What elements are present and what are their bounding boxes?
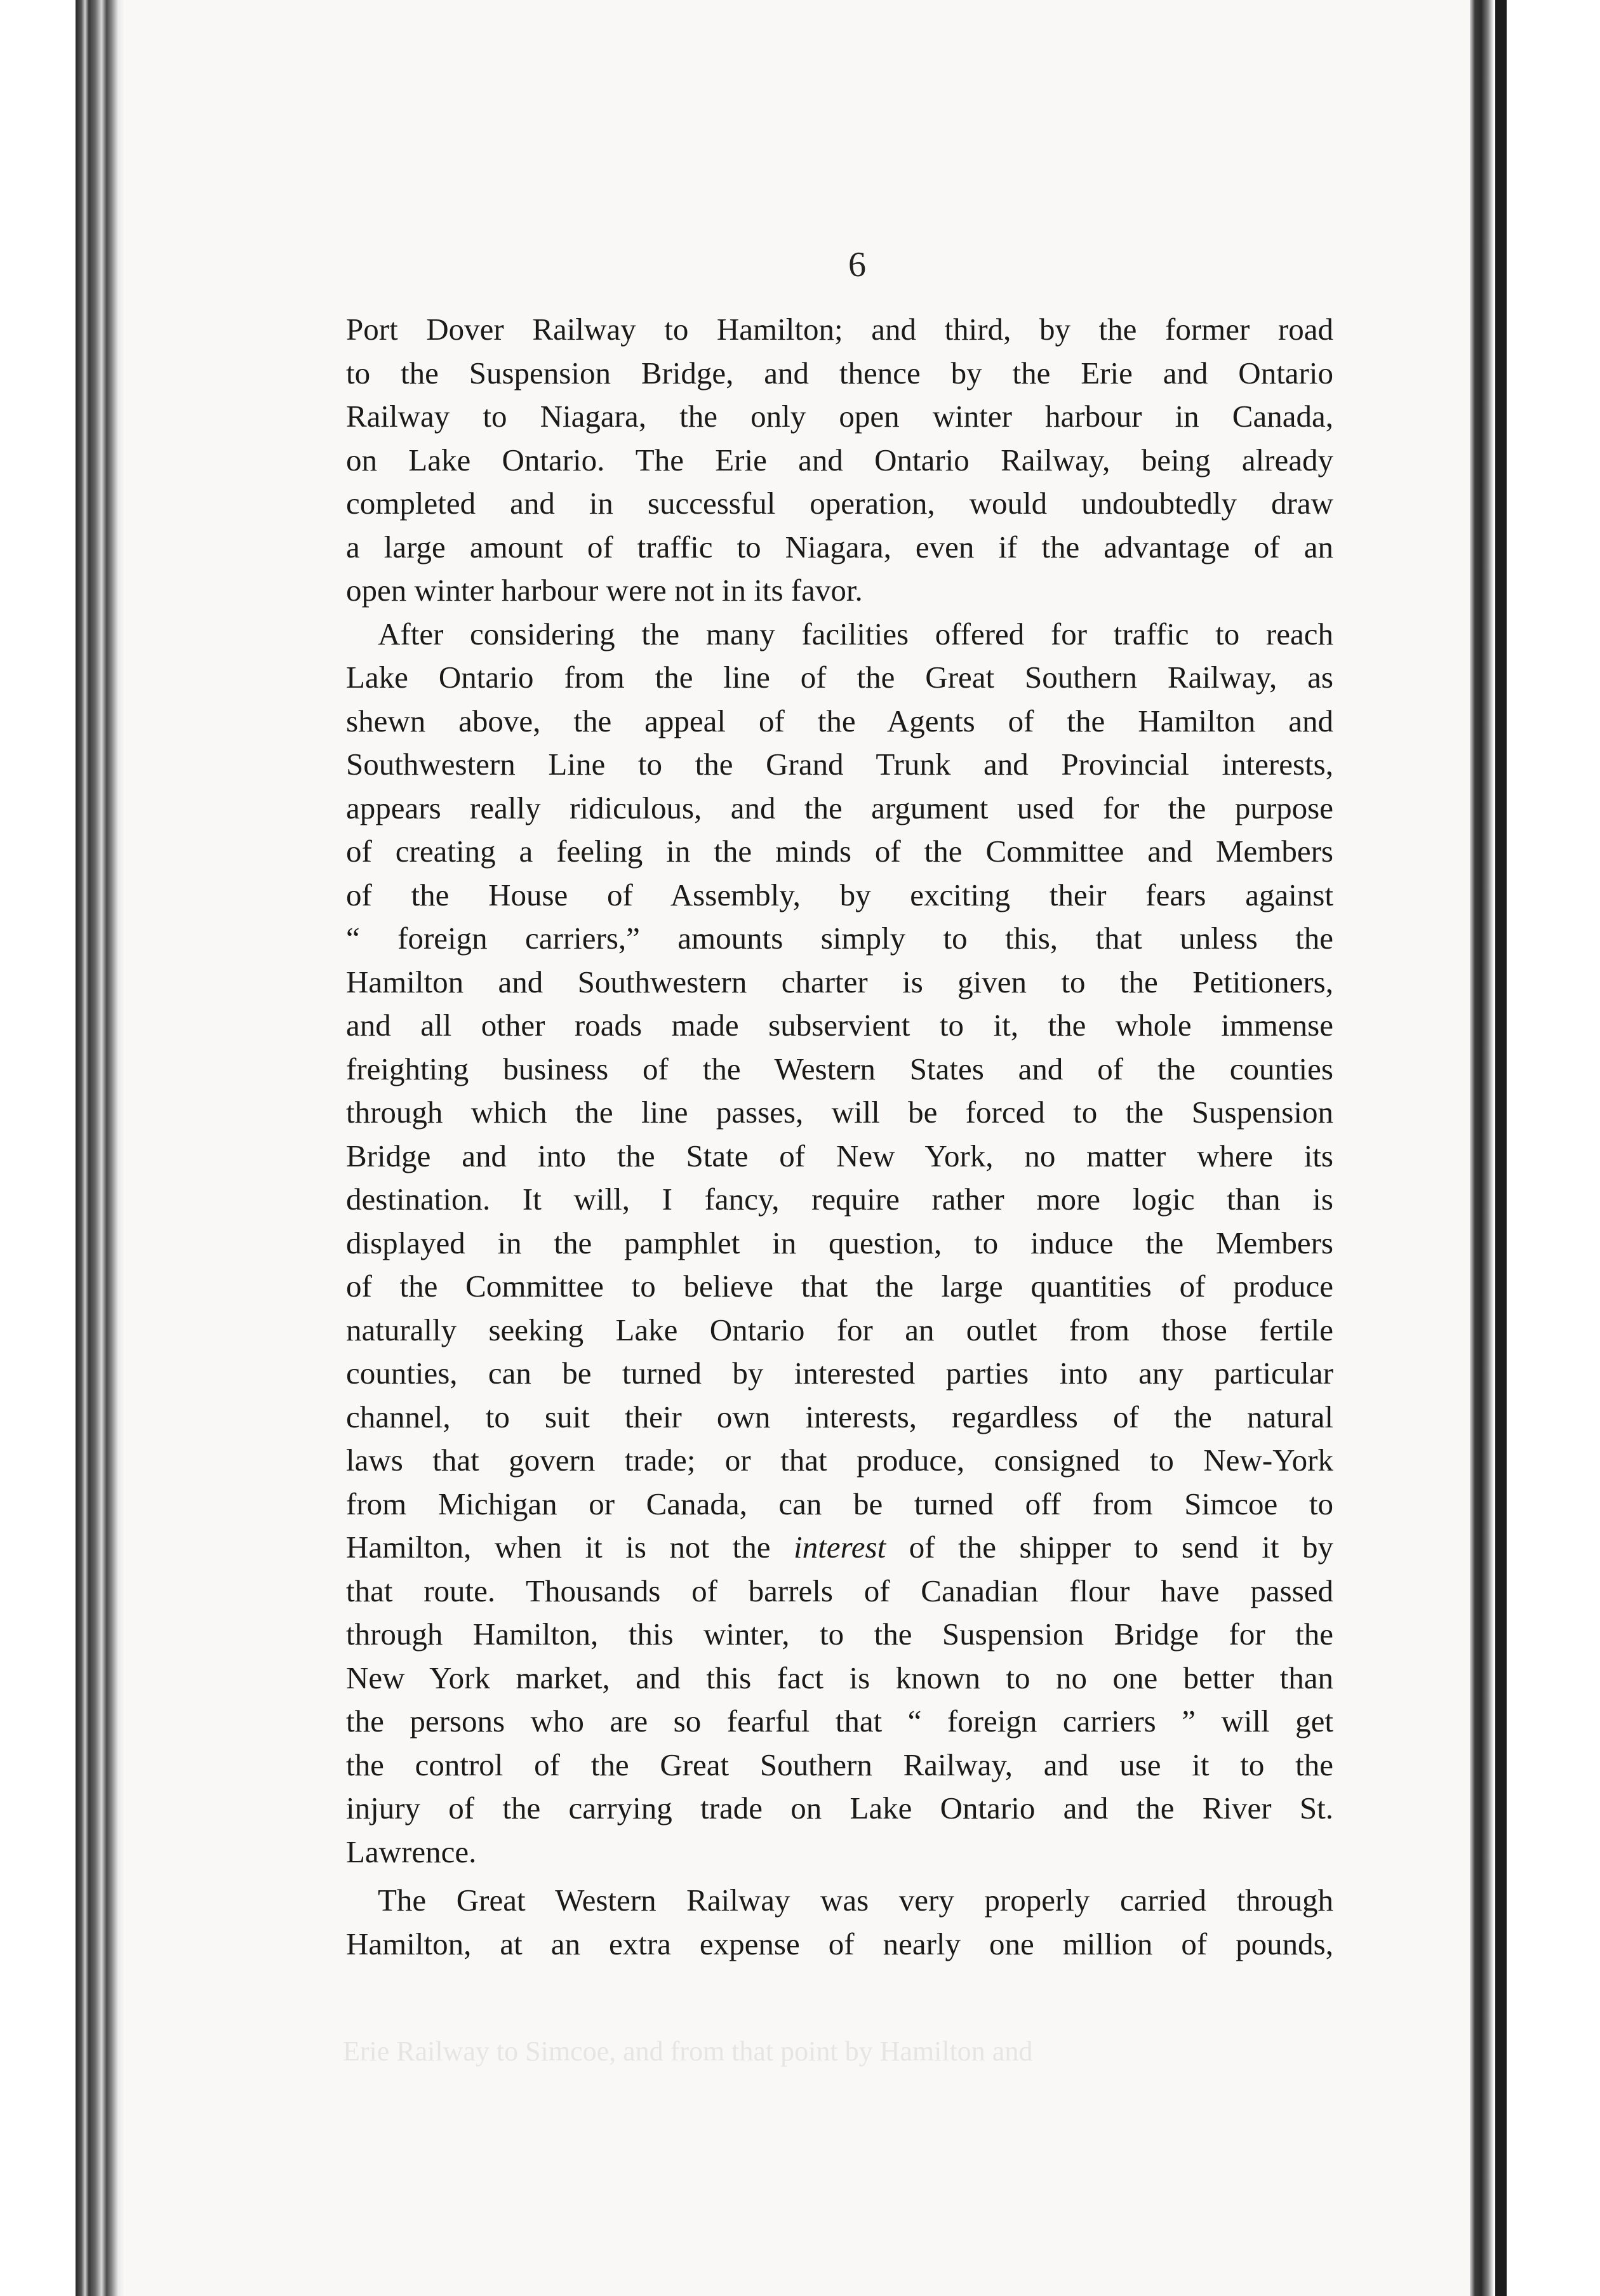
text-line: to the Suspension Bridge, and thence by the Erie and Ontario	[346, 355, 1333, 390]
text-line: New York market, and this fact is known to no one better than	[346, 1660, 1333, 1695]
paragraph-start-line: After considering the many facilities offered for traffic to reach	[378, 616, 1333, 651]
text-line: completed and in successful operation, would undoubtedly draw	[346, 486, 1333, 521]
text-line: on Lake Ontario. The Erie and Ontario Railway, being already	[346, 442, 1333, 477]
text-line: Hamilton, at an extra expense of nearly one million of pounds,	[346, 1926, 1333, 1961]
text-line: naturally seeking Lake Ontario for an outlet from those fertile	[346, 1312, 1333, 1347]
text-segment: of the shipper to send it by	[909, 1530, 1333, 1565]
text-line: the persons who are so fearful that “ foreign carriers ” will get	[346, 1704, 1333, 1739]
text-line: Railway to Niagara, the only open winter harbour in Canada,	[346, 399, 1333, 434]
text-line: Port Dover Railway to Hamilton; and third, by the former road	[346, 312, 1333, 347]
text-line: of creating a feeling in the minds of the Committee and Members	[346, 834, 1333, 869]
text-line: Southwestern Line to the Grand Trunk and Provincial interests,	[346, 747, 1333, 782]
text-line: shewn above, the appeal of the Agents of the Hamilton and	[346, 703, 1333, 738]
text-line: from Michigan or Canada, can be turned off from Simcoe to	[346, 1486, 1333, 1521]
left-binding-edge	[0, 0, 124, 2296]
right-gutter	[1494, 0, 1600, 2296]
text-line: the control of the Great Southern Railway, and use it to the	[346, 1747, 1333, 1782]
text-line: through which the line passes, will be forced to the Suspension	[346, 1095, 1333, 1130]
paragraph-start-line: The Great Western Railway was very properly carried through	[378, 1883, 1333, 1918]
text-line: and all other roads made subservient to it, the whole immense	[346, 1008, 1333, 1043]
text-line: Bridge and into the State of New York, no matter where its	[346, 1138, 1333, 1173]
right-binding-strip	[1495, 0, 1507, 2296]
italic-word: interest	[794, 1530, 886, 1565]
text-line: destination. It will, I fancy, require rather more logic than is	[346, 1182, 1333, 1217]
text-line: of the Committee to believe that the large quantities of produce	[346, 1269, 1333, 1304]
body-text	[346, 308, 1333, 1966]
text-line: “ foreign carriers,” amounts simply to this, that unless the	[346, 921, 1333, 956]
text-line: displayed in the pamphlet in question, to induce the Members	[346, 1225, 1333, 1260]
bleed-through-text: Erie Railway to Simcoe, and from that point by Hamilton and	[343, 2036, 1033, 2067]
text-line: freighting business of the Western States and of the counties	[346, 1051, 1333, 1086]
text-segment: Hamilton, when it is not the	[346, 1530, 771, 1565]
text-line: open winter harbour were not in its favor.	[346, 573, 863, 608]
page-number: 6	[848, 245, 866, 284]
text-line: counties, can be turned by interested parties into any particular	[346, 1356, 1333, 1391]
text-line-with-italic	[346, 1526, 1333, 1570]
text-line: that route. Thousands of barrels of Canadian flour have passed	[346, 1573, 1333, 1608]
text-line: Hamilton and Southwestern charter is given to the Petitioners,	[346, 964, 1333, 999]
text-line: appears really ridiculous, and the argument used for the purpose	[346, 790, 1333, 825]
text-line: channel, to suit their own interests, regardless of the natural	[346, 1399, 1333, 1434]
paragraph-gap	[346, 1874, 1333, 1879]
right-page-edge	[1470, 0, 1494, 2296]
text-line: laws that govern trade; or that produce, consigned to New-York	[346, 1443, 1333, 1478]
text-line: a large amount of traffic to Niagara, even if the advantage of an	[346, 529, 1333, 564]
text-line: Lawrence.	[346, 1834, 477, 1869]
text-line: through Hamilton, this winter, to the Suspension Bridge for the	[346, 1617, 1333, 1652]
text-line: Lake Ontario from the line of the Great Southern Railway, as	[346, 660, 1333, 695]
text-line: of the House of Assembly, by exciting their fears against	[346, 877, 1333, 912]
text-line: injury of the carrying trade on Lake Ontario and the River St.	[346, 1791, 1333, 1825]
